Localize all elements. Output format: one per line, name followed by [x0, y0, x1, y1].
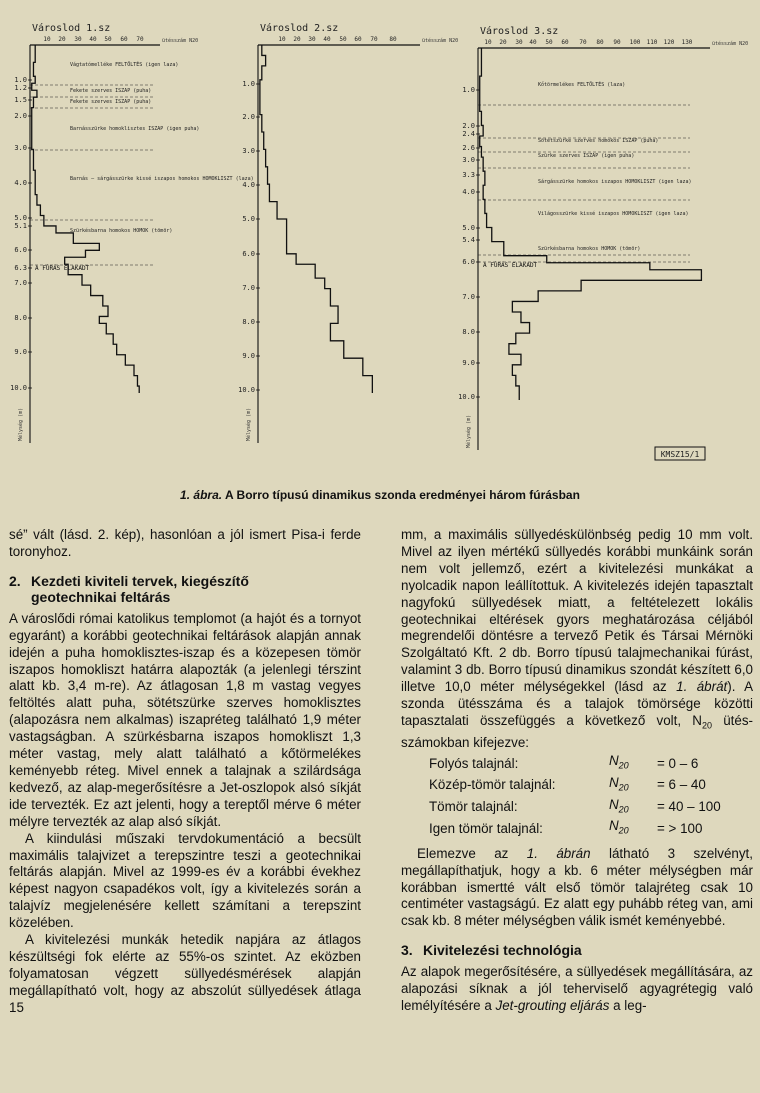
depth-label: 10.0: [458, 393, 475, 401]
depth-label: 9.0: [242, 352, 255, 360]
depth-label: 2.0: [462, 122, 475, 130]
depth-label: 5.0: [14, 214, 27, 222]
tick-label: 20: [58, 36, 66, 43]
tick-unit: ütésszám N20: [162, 38, 199, 44]
tick-label: 90: [613, 39, 621, 46]
paragraph: Az alapok megerősítésére, a süllyedések megállítására, az alapozási síknak a jól teherviselő agyagrétegig való lemélyítésére a Jet-grouting eljárás a leg-: [401, 964, 753, 1014]
depth-label: 8.0: [14, 314, 27, 322]
tick-label: 30: [515, 39, 523, 46]
depth-label: 6.0: [462, 258, 475, 266]
table-row: Igen tömör talajnál: $N_{20}$ = > 100: [429, 818, 703, 836]
table-row: Közép-tömör talajnál: $N_{20}$ = 6 – 40: [429, 775, 706, 793]
panel-title: Városlod 1.sz: [32, 23, 111, 34]
tick-label: 130: [681, 39, 693, 46]
depth-label: 2.6: [462, 144, 475, 152]
layer-description: Fekete szerves ISZAP (puha): [70, 99, 152, 105]
depth-label: 2.4: [462, 130, 475, 138]
layer-description: Sárgásszürke homokos iszapos HOMOKLISZT (igen laza): [538, 179, 692, 185]
tick-label: 50: [545, 39, 553, 46]
tick-label: 80: [596, 39, 604, 46]
probe-curve: [260, 45, 372, 393]
tick-label: 80: [389, 36, 397, 43]
tick-unit: ütésszám N20: [712, 41, 749, 47]
layer-description: Barnás – sárgásszürke kissé iszapos homokos HOMOKLISZT (laza): [70, 176, 254, 182]
tick-label: 20: [499, 39, 507, 46]
paragraph: A kiindulási műszaki tervdokumentáció a becsült maximális talajvizet a terepszintre teszi a geotechnikai feltárás alapján. Mivel az 1999-es év a korábbi évekhez képest nagyon csapadékos volt, így a kivitelezés során a talajvíz megjelenésére kellett számítani a terepszint közelében.: [9, 830, 361, 931]
depth-label: 6.0: [242, 250, 255, 258]
table-row: Folyós talajnál: $N_{20}$ = 0 – 6: [429, 753, 699, 772]
paragraph-continued: mm, a maximális süllyedéskülönbség pedig 10 mm volt. Mivel az ilyen mértékű süllyedés korábbi munkáink során nem volt jellemző, ezért a kivitelezési munkákat a nyolcadik napon leállítottuk. A kivitelezés idején tapasztalt nagyfokú süllyedések miatt, a feltételezett lokális geotechnikai eltérések gyors meghatározása céljából megrendelői döntésre a tervező Petik és Társai Mérnöki Szolgáltató Kft. 2 db. Borro típusú talajmechanikai fúrást, valamint 3 db. Borro típusú dinamikus szondát készített 6,0 illetve 10,0 méter mélységekkel (lásd az 1. ábrát). A szonda ütésszáma és a talajok tömörsége közötti tapasztalati összefüggés a következő volt, $N_{20}$ ütés-számokban kifejezve:: [401, 527, 753, 750]
depth-label: 7.0: [242, 284, 255, 292]
tick-label: 70: [579, 39, 587, 46]
depth-label: 4.0: [462, 188, 475, 196]
paragraph-continued: sé” vált (lásd. 2. kép), hasonlóan a jól ismert Pisa-i ferde toronyhoz.: [9, 527, 361, 559]
depth-label: 5.0: [242, 215, 255, 223]
depth-label: 4.0: [242, 181, 255, 189]
depth-unit: Mélység (m): [18, 407, 24, 441]
tick-label: 10: [278, 36, 286, 43]
tick-label: 30: [308, 36, 316, 43]
probe-panel-2: [238, 22, 458, 443]
layer-description: Kőtörmelékes FELTÖLTÉS (laza): [538, 82, 626, 88]
depth-label: 1.2: [14, 84, 27, 92]
panel-title: Városlod 3.sz: [480, 26, 559, 37]
n20-table: [429, 753, 737, 839]
stop-label: A FÚRÁS ELAKADT: [483, 262, 538, 269]
panel-title: Városlod 2.sz: [260, 23, 339, 34]
probe-panel-1: [10, 22, 254, 443]
layer-description: Sötétszürke szerves homokos ISZAP (puha): [538, 138, 659, 144]
paragraph: A kivitelezési munkák hetedik napjára az átlagos készültségi fok elérte az 55%-os szintet. Az eközben folyamatosan végzett süllyedésmérések alapján megállapítható volt, hogy az abszolút süllyedések átlaga 15: [9, 932, 361, 1015]
section-3-heading: 3. Kivitelezési technológia: [401, 942, 582, 959]
figure-caption-label: 1. ábra.: [180, 488, 223, 502]
figure-caption: [0, 488, 760, 502]
probe-curve: [480, 48, 702, 400]
figure-tag: KMSZ15/1: [660, 450, 700, 459]
tick-label: 10: [484, 39, 492, 46]
depth-label: 10.0: [10, 384, 27, 392]
depth-label: 9.0: [14, 348, 27, 356]
tick-label: 70: [370, 36, 378, 43]
depth-label: 2.0: [14, 112, 27, 120]
depth-label: 5.4: [462, 236, 475, 244]
tick-label: 120: [663, 39, 675, 46]
layer-description: Barnásszürke homoklisztes ISZAP (igen puha): [70, 126, 200, 132]
depth-label: 1.0: [242, 80, 255, 88]
depth-label: 8.0: [242, 318, 255, 326]
figure-caption-text: A Borro típusú dinamikus szonda eredményei három fúrásban: [224, 488, 580, 502]
tick-label: 40: [89, 36, 97, 43]
depth-label: 6.0: [14, 246, 27, 254]
depth-label: 7.0: [14, 279, 27, 287]
depth-label: 4.0: [14, 179, 27, 187]
tick-label: 60: [354, 36, 362, 43]
depth-unit: Mélység (m): [466, 414, 472, 448]
probe-panel-3: [458, 25, 748, 450]
table-row: Tömör talajnál: $N_{20}$ = 40 – 100: [429, 796, 721, 815]
layer-description: Világosszürke kissé iszapos HOMOKLISZT (igen laza): [538, 211, 689, 217]
tick-label: 40: [529, 39, 537, 46]
tick-label: 110: [646, 39, 658, 46]
tick-unit: ütésszám N20: [422, 38, 459, 44]
tick-label: 50: [104, 36, 112, 43]
tick-label: 20: [293, 36, 301, 43]
depth-label: 3.3: [462, 171, 475, 179]
depth-label: 9.0: [462, 359, 475, 367]
right-column: [401, 527, 753, 1015]
depth-label: 3.0: [14, 144, 27, 152]
layer-description: Fekete szerves ISZAP (puha): [70, 88, 152, 94]
tick-label: 100: [629, 39, 641, 46]
depth-label: 8.0: [462, 328, 475, 336]
layer-description: Szürke szerves ISZAP (igen puha): [538, 153, 635, 159]
depth-label: 5.1: [14, 222, 27, 230]
paragraph: A városlődi római katolikus templomot (a hajót és a tornyot egyaránt) a korábbi geotechnikai feltárások alapján annak idején a puha homoklisztes-iszap és a közepesen tömör iszapos homokliszt határra alapozták (a jelenlegi térszint alatt kb. 3,4 m-re). Az átlagosan 1,8 m vastag vegyes feltöltés alatt puha, sötétszürke szerves homoklisztes (alapozásra nem alkalmas) iszapréteg található 1,9 méter vastagságban. A szürkésbarna iszapos homokliszt 1,3 méter vastag, mely alatt található a kőtörmelékes keményebb réteg. Mivel ennek a talajnak a szilárdsága kedvező, az alap-megerősítésre a Jet-oszlopok alsó síkját ide tervezték. Ez azt jelenti, hogy a tereptől mérve 6 méter mélyre tervezték az alap alsó síkját.: [9, 610, 361, 829]
depth-label: 7.0: [462, 293, 475, 301]
paragraph: Elemezve az 1. ábrán látható 3 szelvényt, megállapíthatjuk, hogy a kb. 6 méter mélységben már korábban ismertté vált első tömör talajréteg csak 10 centiméter vastagságú. Ez alatt egy puhább réteg van, ami csak kb. 8 méter mélységben válik ismét keményebbé.: [401, 845, 753, 929]
tick-label: 70: [136, 36, 144, 43]
layer-description: Szürkésbarna homokos HOMOK (tömör): [538, 246, 641, 252]
depth-label: 1.0: [14, 76, 27, 84]
layer-description: Vágtatómelléke FELTÖLTÉS (igen laza): [70, 62, 179, 68]
depth-label: 6.3: [14, 264, 27, 272]
layer-description: Szürkésbarna homokos HOMOK (tömör): [70, 228, 173, 234]
tick-label: 60: [120, 36, 128, 43]
tick-label: 60: [561, 39, 569, 46]
stop-label: A FÚRÁS ELAKADT: [35, 265, 90, 272]
depth-unit: Mélység (m): [246, 407, 252, 441]
left-column: [9, 527, 361, 1017]
probe-figure: [0, 0, 760, 480]
tick-label: 40: [323, 36, 331, 43]
depth-label: 3.0: [462, 156, 475, 164]
depth-label: 1.5: [14, 96, 27, 104]
section-2-heading: 2. Kezdeti kiviteli tervek, kiegészítő geotechnikai feltárás: [9, 572, 249, 605]
depth-label: 2.0: [242, 113, 255, 121]
depth-label: 3.0: [242, 147, 255, 155]
tick-label: 10: [43, 36, 51, 43]
depth-label: 5.0: [462, 224, 475, 232]
depth-label: 1.0: [462, 86, 475, 94]
depth-label: 10.0: [238, 386, 255, 394]
tick-label: 50: [339, 36, 347, 43]
tick-label: 30: [74, 36, 82, 43]
